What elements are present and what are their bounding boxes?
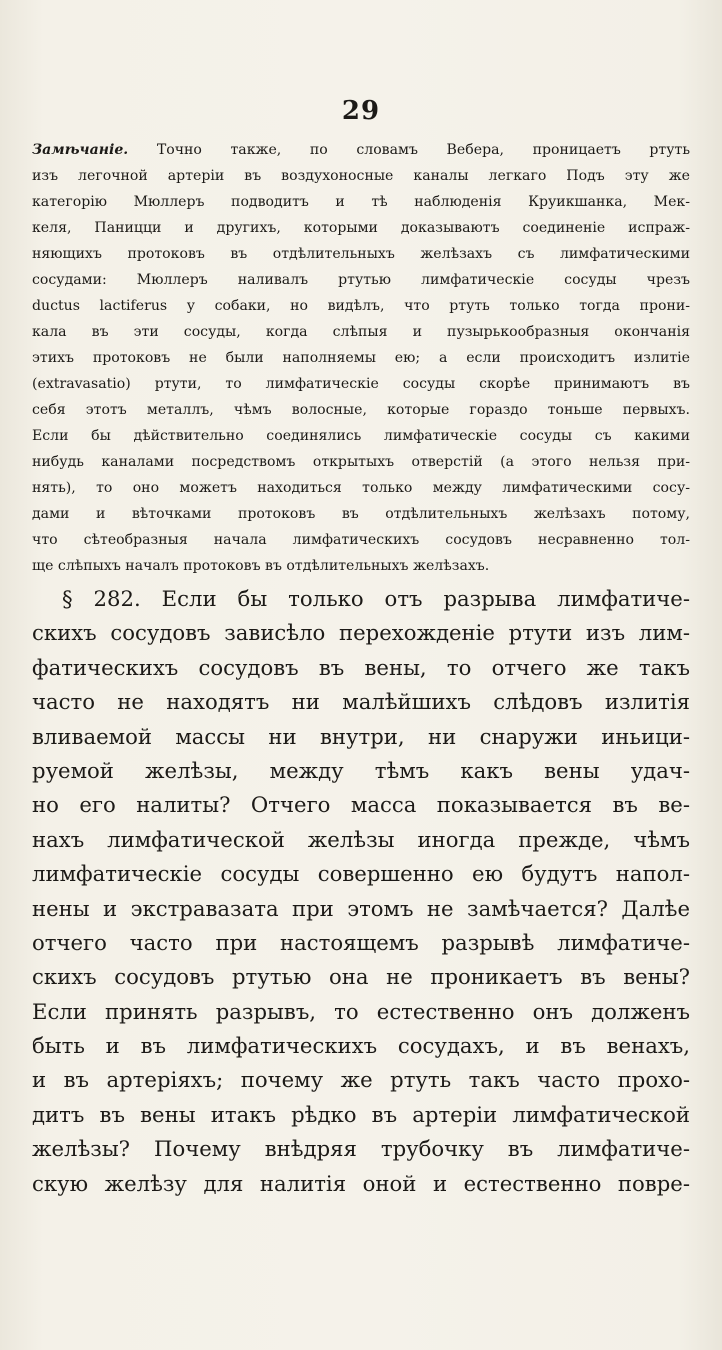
section-line: скихъ сосудовъ ртутью она не проникаетъ въ вены?	[32, 964, 690, 990]
note-line: (extravasatio) ртути, то лимфатическіе сосуды скорѣе принимаютъ въ	[32, 376, 690, 392]
note-line: кала въ эти сосуды, когда слѣпыя и пузырькообразныя окончанія	[32, 324, 690, 340]
note-line: категорію Мюллеръ подводитъ и тѣ наблюденія Круикшанка, Мек-	[32, 194, 690, 210]
note-line: дами и вѣточками протоковъ въ отдѣлительныхъ желѣзахъ потому,	[32, 506, 690, 522]
section-line: но его налиты? Отчего масса показывается въ ве-	[32, 792, 690, 818]
section-line: и въ артеріяхъ; почему же ртуть такъ часто прохо-	[32, 1067, 690, 1093]
section-line: нахъ лимфатической желѣзы иногда прежде, чѣмъ	[32, 826, 690, 852]
note-line: что сѣтеобразныя начала лимфатическихъ сосудовъ несравненно тол-	[32, 532, 690, 548]
page-number: 29	[341, 96, 381, 126]
section-282	[32, 582, 690, 1201]
note-line: себя этотъ металлъ, чѣмъ волосные, которые гораздо тоньше первыхъ.	[32, 402, 690, 418]
section-line: желѣзы? Почему внѣдряя трубочку въ лимфатиче-	[32, 1136, 690, 1162]
section-line: § 282. Если бы только отъ разрыва лимфатиче-	[62, 586, 690, 611]
note-line: Если бы дѣйствительно соединялись лимфатическіе сосуды съ какими	[32, 428, 690, 444]
note-line: нять), то оно можетъ находиться только между лимфатическими сосу-	[32, 480, 690, 496]
section-line: скую желѣзу для налитія оной и естественно повре-	[32, 1170, 690, 1196]
footnote-block	[32, 137, 690, 579]
note-line: ductus lactiferus у собаки, но видѣлъ, что ртуть только тогда прони-	[32, 298, 690, 314]
section-line: фатическихъ сосудовъ въ вены, то отчего же такъ	[32, 654, 690, 680]
section-line: скихъ сосудовъ зависѣло перехожденіе ртути изъ лим-	[32, 620, 690, 646]
section-line: руемой желѣзы, между тѣмъ какъ вены удач-	[32, 757, 690, 783]
note-line: нибудь каналами посредствомъ открытыхъ отверстій (а этого нельзя при-	[32, 454, 690, 470]
section-line: нены и экстравазата при этомъ не замѣчается? Далѣе	[32, 895, 690, 921]
section-line: быть и въ лимфатическихъ сосудахъ, и въ венахъ,	[32, 1033, 690, 1059]
section-line: часто не находятъ ни малѣйшихъ слѣдовъ излитія	[32, 689, 690, 715]
note-line: келя, Паницци и другихъ, которыми доказываютъ соединеніе испраж-	[32, 220, 690, 236]
section-line: отчего часто при настоящемъ разрывѣ лимфатиче-	[32, 929, 690, 955]
section-line: Если принять разрывъ, то естественно онъ долженъ	[32, 998, 690, 1024]
note-first-line-text: Точно также, по словамъ Вебера, проницаетъ ртуть	[156, 142, 690, 158]
note-line	[32, 137, 690, 163]
section-line: вливаемой массы ни внутри, ни снаружи иньици-	[32, 723, 690, 749]
note-line: няющихъ протоковъ въ отдѣлительныхъ желѣзахъ съ лимфатическими	[32, 246, 690, 262]
note-line: сосудами: Мюллеръ наливалъ ртутью лимфатическіе сосуды чрезъ	[32, 272, 690, 288]
note-line: этихъ протоковъ не были наполняемы ею; а если происходитъ излитіе	[32, 350, 690, 366]
note-heading: Замѣчаніе.	[32, 142, 129, 158]
section-line: дитъ въ вены итакъ рѣдко въ артеріи лимфатической	[32, 1101, 690, 1127]
note-line: ще слѣпыхъ началъ протоковъ въ отдѣлительныхъ желѣзахъ.	[32, 558, 490, 574]
section-line: лимфатическіе сосуды совершенно ею будутъ напол-	[32, 861, 690, 887]
note-line: изъ легочной артеріи въ воздухоносные каналы легкаго Подъ эту же	[32, 168, 690, 184]
